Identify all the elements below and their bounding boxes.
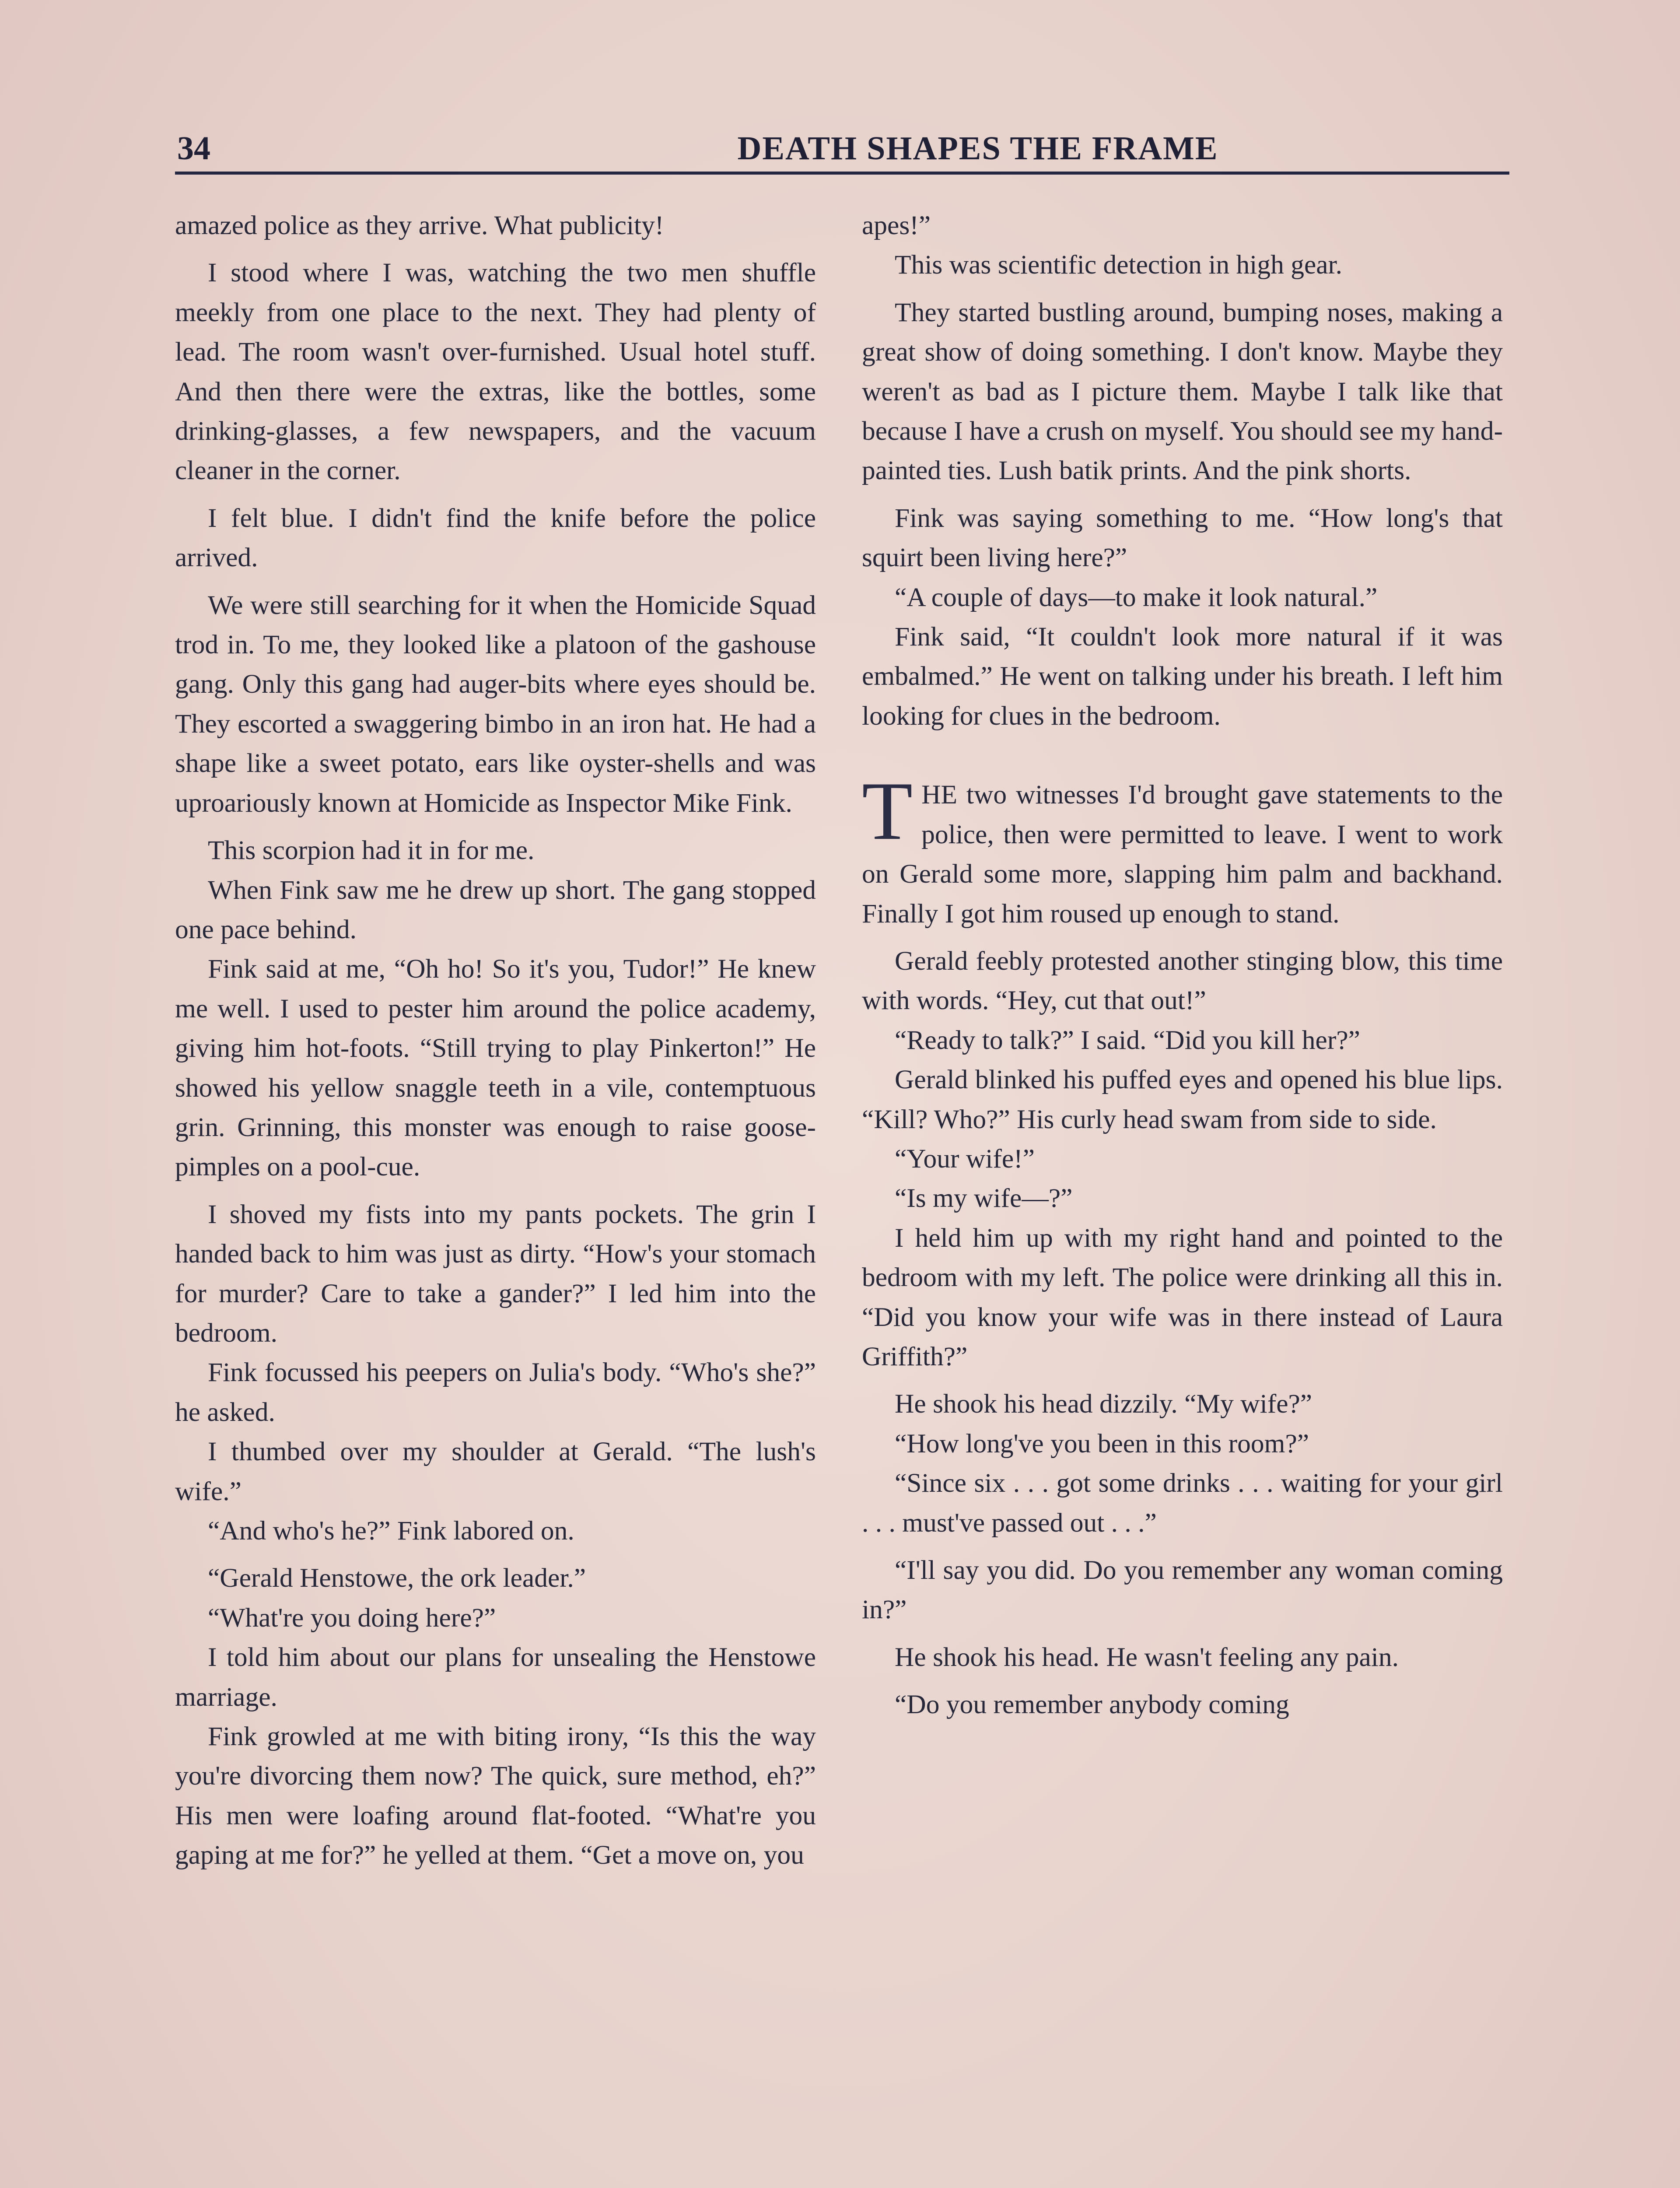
right-column (862, 206, 1503, 1725)
running-title: DEATH SHAPES THE FRAME (737, 130, 1218, 167)
paragraph: He shook his head dizzily. “My wife?” (895, 1389, 1312, 1419)
paragraph: Fink said, “It couldn't look more natural if it was embalmed.” He went on talking under his breath. I left him looking for clues in the bedroom. (862, 622, 1503, 731)
paragraph: “Your wife!” (895, 1143, 1035, 1174)
page-number: 34 (177, 130, 210, 167)
paragraph: I stood where I was, watching the two men shuffle meekly from one place to the next. They had plenty of lead. The room wasn't over-furnished. Usual hotel stuff. And then there were the extras, like the bottles, some drinking-glasses, a few newspapers, and the vacuum cleaner in the corner. (175, 258, 816, 486)
paragraph: amazed police as they arrive. What publicity! (175, 210, 664, 240)
paragraph: “Gerald Henstowe, the ork leader.” (208, 1563, 586, 1593)
paragraph: Fink said at me, “Oh ho! So it's you, Tudor!” He knew me well. I used to pester him around the police academy, giving him hot-foots. “Still trying to play Pinkerton!” He showed his yellow snaggle teeth in a vile, contemptuous grin. Grinning, this monster was enough to raise goose-pimples on a pool-cue. (175, 954, 816, 1182)
paragraph: This was scientific detection in high gear. (895, 250, 1343, 280)
paragraph: Fink was saying something to me. “How long's that squirt been living here?” (862, 503, 1503, 573)
paragraph: “How long've you been in this room?” (895, 1428, 1309, 1459)
page-header (177, 127, 1512, 175)
paragraph: “A couple of days—to make it look natural.” (895, 582, 1378, 612)
paragraph: Fink focussed his peepers on Julia's body. “Who's she?” he asked. (175, 1357, 816, 1427)
paragraph: “Do you remember anybody coming (895, 1690, 1289, 1720)
left-column (175, 206, 816, 1875)
paragraph: “Ready to talk?” I said. “Did you kill her?” (895, 1025, 1360, 1055)
paragraph: I held him up with my right hand and pointed to the bedroom with my left. The police were drinking all this in. “Did you know your wife was in there instead of Laura Griffith?” (862, 1223, 1503, 1371)
paragraph: This scorpion had it in for me. (208, 835, 535, 866)
paragraph: Fink growled at me with biting irony, “Is this the way you're divorcing them now? The quick, sure method, eh?” His men were loafing around flat-footed. “What're you gaping at me for?” he yelled at them. “Get a move on, you (175, 1722, 816, 1870)
paragraph: I shoved my fists into my pants pockets. The grin I handed back to him was just as dirty. “How's your stomach for murder? Care to take a gander?” I led him into the bedroom. (175, 1199, 816, 1348)
paragraph: Gerald feebly protested another stinging blow, this time with words. “Hey, cut that out!” (862, 946, 1503, 1016)
paragraph-text: HE two witnesses I'd brought gave statements to the police, then were permitted to leave. I went to work on Gerald some more, slapping him palm and backhand. Finally I got him roused up enough to stand. (862, 780, 1503, 929)
paragraph: “What're you doing here?” (208, 1602, 496, 1633)
paragraph: When Fink saw me he drew up short. The gang stopped one pace behind. (175, 875, 816, 944)
paragraph: “Since six . . . got some drinks . . . waiting for your girl . . . must've passed out . . .” (862, 1468, 1503, 1538)
drop-cap: T (862, 765, 913, 858)
paragraph: Gerald blinked his puffed eyes and opened his blue lips. “Kill? Who?” His curly head swam from side to side. (862, 1065, 1503, 1134)
paragraph: “I'll say you did. Do you remember any woman coming in?” (862, 1555, 1503, 1625)
paragraph: “And who's he?” Fink labored on. (208, 1516, 574, 1546)
paragraph: I felt blue. I didn't find the knife before the police arrived. (175, 503, 816, 573)
paragraph: “Is my wife—?” (895, 1183, 1073, 1213)
paragraph: They started bustling around, bumping noses, making a great show of doing something. I don't know. Maybe they weren't as bad as I picture them. Maybe I talk like that because I have a crush on myself. You should see my hand-painted ties. Lush batik prints. And the pink shorts. (862, 297, 1503, 486)
paragraph: He shook his head. He wasn't feeling any pain. (895, 1642, 1399, 1672)
paragraph: I thumbed over my shoulder at Gerald. “The lush's wife.” (175, 1437, 816, 1506)
header-rule (175, 172, 1509, 175)
paragraph: apes!” (862, 210, 931, 240)
paragraph: We were still searching for it when the Homicide Squad trod in. To me, they looked like a platoon of the gashouse gang. Only this gang had auger-bits where eyes should be. They escorted a swaggering bimbo in an iron hat. He had a shape like a sweet potato, ears like oyster-shells and was uproariously known at Homicide as Inspector Mike Fink. (175, 590, 816, 818)
section-start-paragraph (862, 765, 1503, 933)
paragraph: I told him about our plans for unsealing the Henstowe marriage. (175, 1642, 816, 1712)
